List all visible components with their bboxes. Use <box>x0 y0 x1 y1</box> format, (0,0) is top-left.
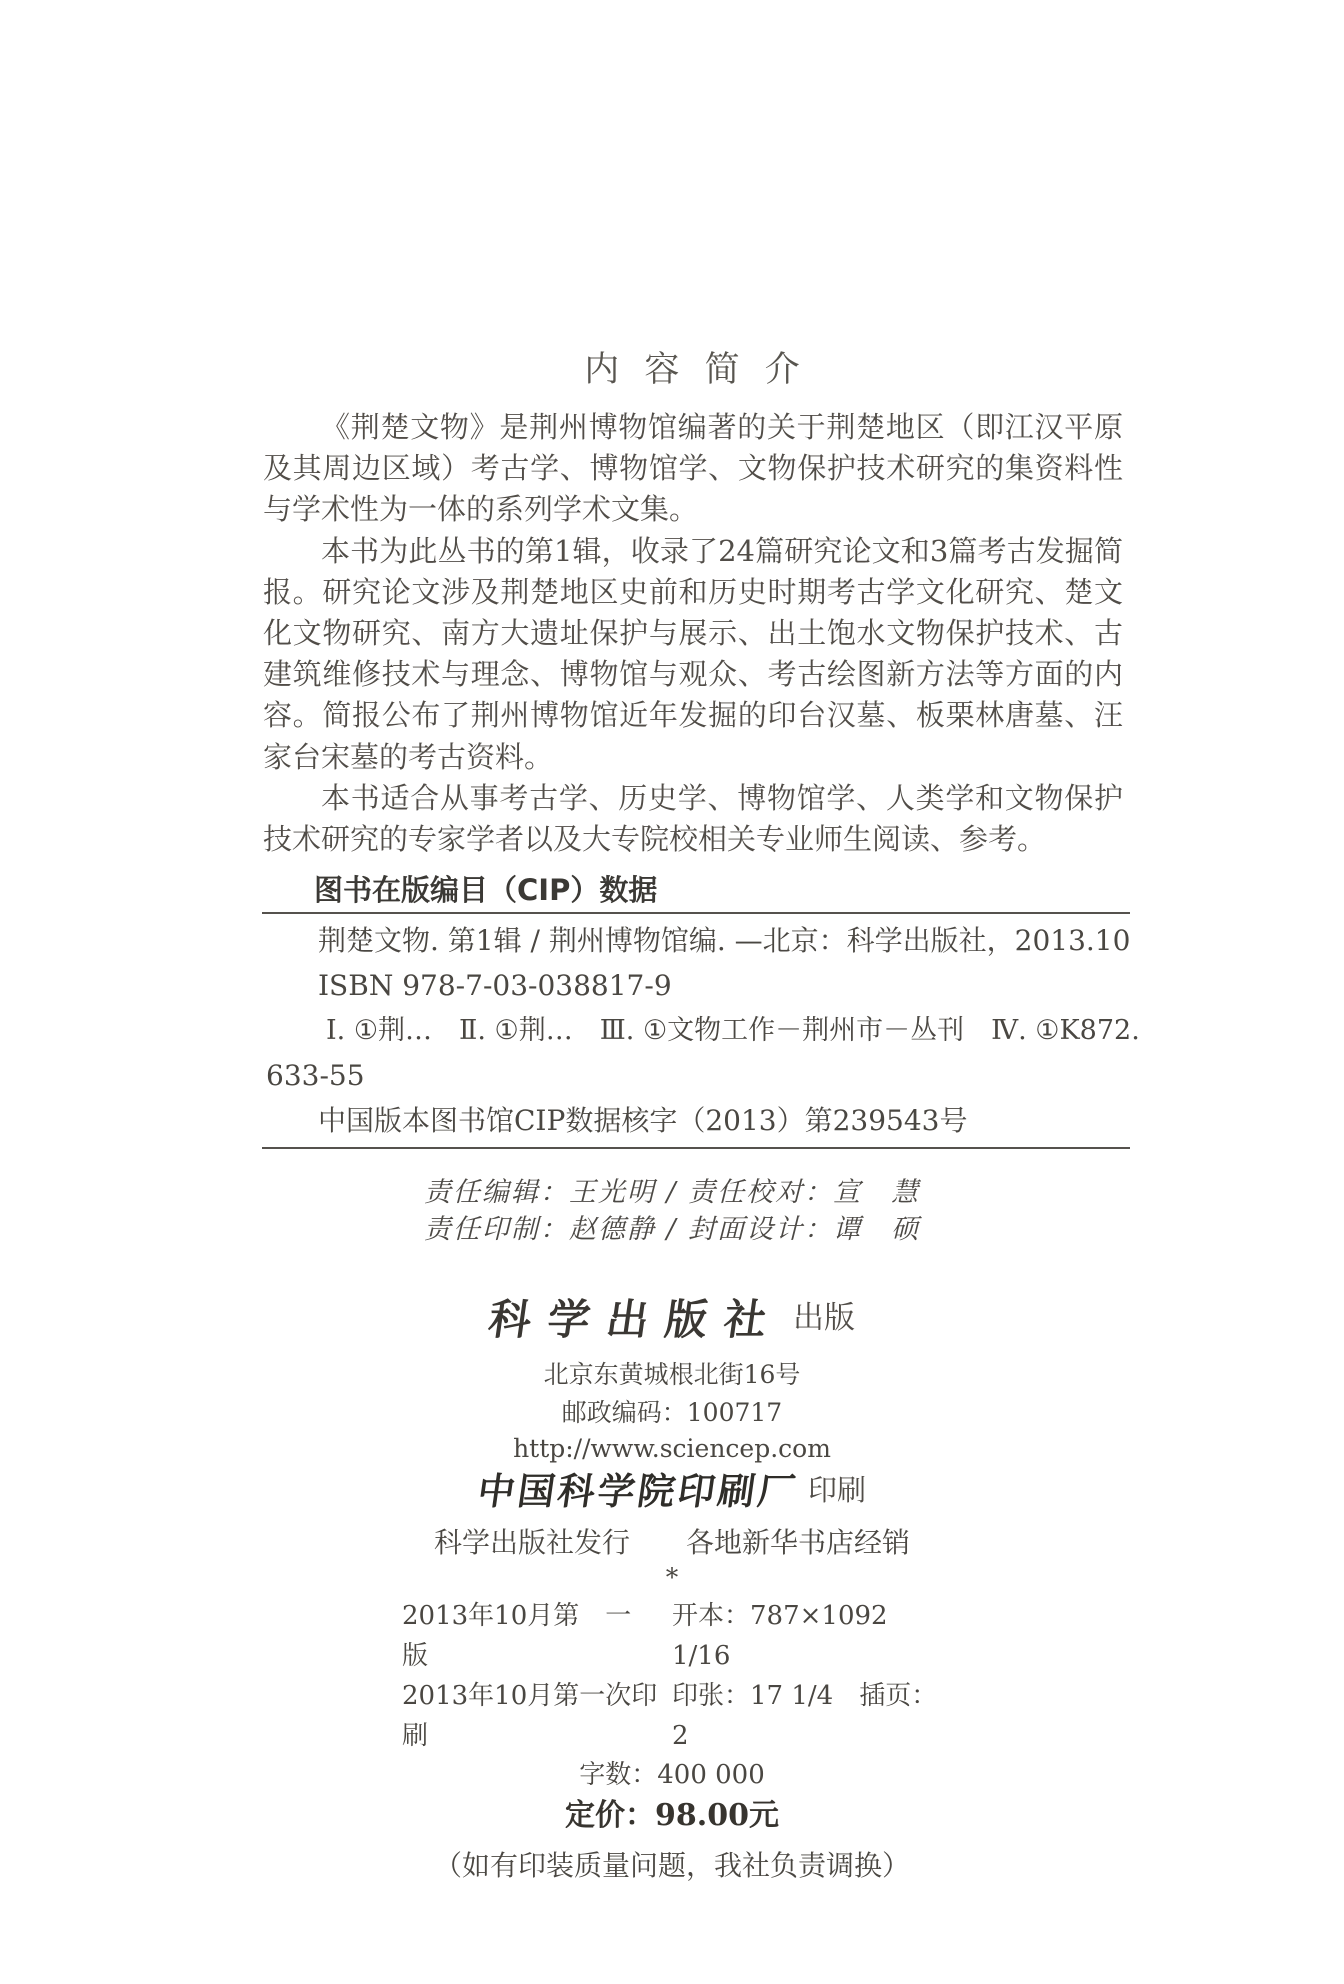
quality-notice: （如有印装质量问题，我社负责调换） <box>433 1849 910 1882</box>
intro-text-block <box>263 407 1123 860</box>
price: 定价：98.00元 <box>565 1798 779 1833</box>
cip-top-rule <box>262 912 1130 914</box>
cip-bottom-rule <box>262 1147 1130 1149</box>
publisher-line <box>0 1292 1344 1355</box>
printer-line <box>0 1467 1344 1522</box>
publisher-address: 北京东黄城根北街16号 <box>543 1360 801 1389</box>
intro-paragraph: 本书适合从事考古学、历史学、博物馆学、人类学和文物保护技术研究的专家学者以及大专院校相关专业师生阅读、参考。 <box>263 780 1123 857</box>
publisher-website: http://www.sciencep.com <box>513 1434 831 1463</box>
colophon-block <box>0 1292 1344 1886</box>
cip-body <box>262 918 1140 1143</box>
intro-title: 内容简介 <box>584 350 825 390</box>
distribution-line: 科学出版社发行 各地新华书店经销 <box>433 1526 910 1559</box>
credits-line: 责任编辑：王光明 / 责任校对：宣 慧 <box>423 1177 921 1208</box>
printer-label: 印刷 <box>807 1473 866 1507</box>
word-count: 字数：400 000 <box>579 1760 765 1790</box>
cip-line: 荆楚文物. 第1辑 / 荆州博物馆编. —北京：科学出版社，2013.10 <box>318 924 1131 957</box>
sheets-info: 印张：17 1/4 插页：2 <box>672 1681 938 1751</box>
cip-header: 图书在版编目（CIP）数据 <box>314 873 658 907</box>
edition-row <box>402 1596 942 1676</box>
intro-paragraph: 《荆楚文物》是荆州博物馆编著的关于荆楚地区（即江汉平原及其周边区域）考古学、博物馆学、文物保护技术研究的集资料性与学术性为一体的系列学术文集。 <box>263 410 1123 527</box>
printing-info: 2013年10月第一次印刷 <box>402 1681 658 1751</box>
cip-line: ISBN 978-7-03-038817-9 <box>318 969 672 1002</box>
publisher-logo-text: 科学出版社 <box>485 1295 787 1344</box>
cip-line: 633-55 <box>266 1059 365 1092</box>
format-info: 开本：787×1092 1/16 <box>672 1601 914 1671</box>
credits-line: 责任印制：赵德静 / 封面设计：谭 硕 <box>423 1214 921 1245</box>
credits-block <box>0 1174 1344 1248</box>
edition-row <box>402 1676 942 1756</box>
asterisk-separator: * <box>665 1563 679 1592</box>
cip-block <box>262 872 1140 1149</box>
postal-code: 邮政编码：100717 <box>561 1398 783 1427</box>
cip-line: 中国版本图书馆CIP数据核字（2013）第239543号 <box>318 1104 968 1137</box>
cip-line: Ⅰ. ①荆… Ⅱ. ①荆… Ⅲ. ①文物工作－荆州市－丛刊 Ⅳ. ①K872. <box>326 1015 1140 1046</box>
edition-rows <box>0 1596 1344 1756</box>
publisher-label: 出版 <box>793 1300 855 1336</box>
printer-logo-text: 中国科学院印刷厂 <box>474 1469 802 1513</box>
edition-info: 2013年10月第 一 版 <box>402 1601 658 1671</box>
intro-paragraph: 本书为此丛书的第1辑，收录了24篇研究论文和3篇考古发掘简报。研究论文涉及荆楚地区史前和历史时期考古学文化研究、楚文化文物研究、南方大遗址保护与展示、出土饱水文物保护技术、古建筑维修技术与理念、博物馆与观众、考古绘图新方法等方面的内容。简报公布了荆州博物馆近年发掘的印台汉墓、板栗林唐墓、汪家台宋墓的考古资料。 <box>263 533 1123 774</box>
